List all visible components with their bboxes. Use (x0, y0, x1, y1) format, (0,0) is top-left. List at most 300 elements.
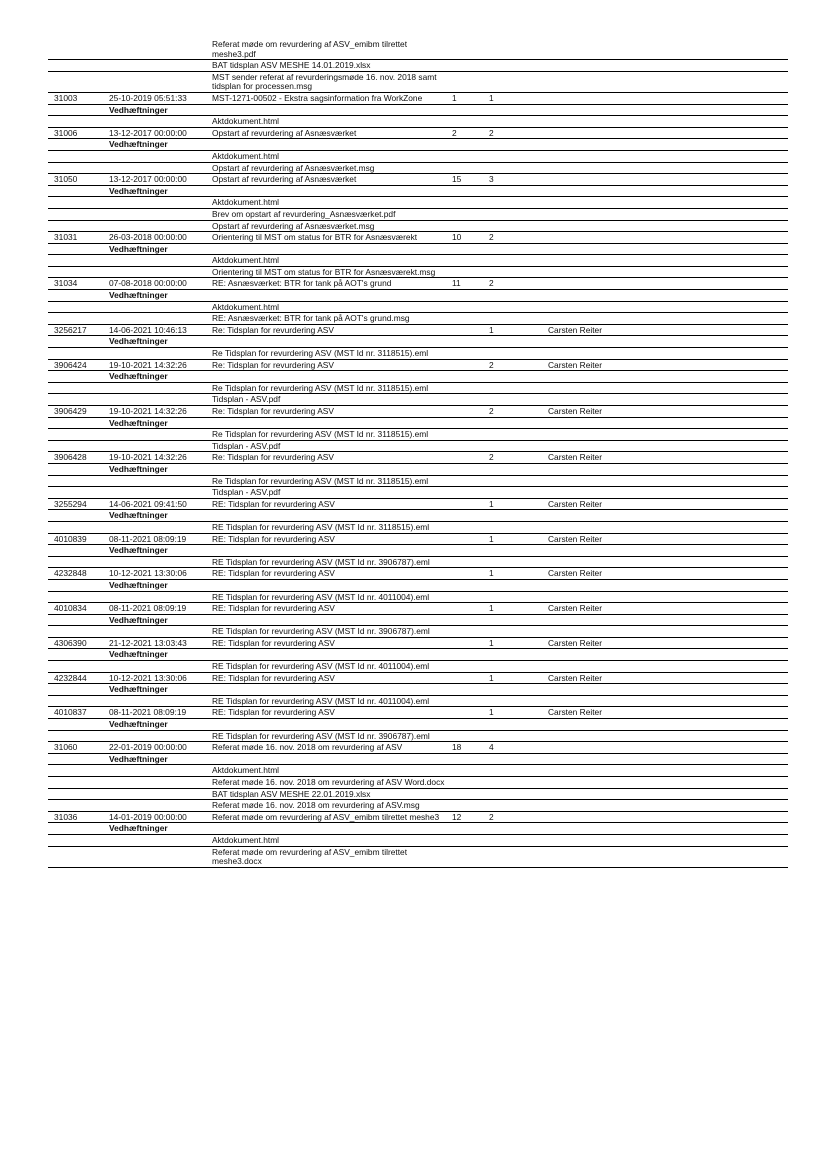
cell-empty (48, 198, 108, 208)
cell-empty (212, 419, 452, 429)
cell-who: Carsten Reiter (548, 499, 602, 509)
cell-id: 3906424 (54, 360, 87, 370)
cell-title: RE: Tidsplan for revurdering ASV (212, 604, 335, 614)
cell-empty (48, 314, 108, 324)
cell-date: 19-10-2021 14:32:26 (109, 407, 187, 416)
cell-empty (212, 755, 452, 765)
attachment-row (48, 765, 788, 777)
cell-empty (548, 848, 788, 867)
cell-empty (48, 349, 108, 359)
cell-empty (548, 662, 788, 672)
cell-date: 26-03-2018 00:00:00 (109, 233, 187, 243)
cell-title: RE Tidsplan for revurdering ASV (MST Id nr. 3118515).eml (212, 522, 430, 532)
cell-empty (452, 419, 489, 429)
attachments-label: Vedhæftninger (109, 580, 168, 590)
cell-n1 (452, 361, 489, 371)
cell-empty (548, 73, 788, 92)
cell-empty (489, 106, 548, 116)
cell-empty (548, 337, 788, 347)
cell-n2: 1 (489, 325, 494, 335)
attachments-header-row (48, 139, 788, 151)
cell-empty (452, 117, 489, 127)
cell-empty (48, 442, 108, 452)
cell-n2: 2 (489, 279, 494, 289)
cell-empty (108, 303, 212, 313)
cell-empty (48, 303, 108, 313)
attachment-row (48, 487, 788, 499)
cell-empty (48, 337, 108, 347)
cell-empty (489, 187, 548, 197)
cell-empty (452, 337, 489, 347)
cell-empty (489, 303, 548, 313)
cell-empty (489, 848, 548, 867)
cell-empty (548, 732, 788, 742)
cell-title: MST-1271-00502 - Ekstra sagsinformation fra WorkZone (212, 93, 423, 103)
cell-title: Aktdokument.html (212, 256, 280, 266)
cell-empty (452, 523, 489, 533)
cell-empty (489, 627, 548, 637)
cell-n1: 12 (452, 812, 462, 822)
cell-date: 19-10-2021 14:32:26 (109, 453, 187, 463)
cell-title: Opstart af revurdering af Asnæsværket (212, 128, 357, 138)
cell-empty (108, 61, 212, 71)
attachment-row (48, 476, 788, 488)
cell-id: 3906428 (54, 453, 87, 463)
cell-title: RE: Asnæsværket: BTR for tank på AOT's grund (212, 279, 392, 289)
cell-empty (48, 662, 108, 672)
cell-empty (548, 778, 788, 788)
cell-empty (108, 766, 212, 776)
cell-n1 (452, 639, 489, 649)
attachments-header-row (48, 510, 788, 522)
cell-n2: 2 (489, 233, 494, 243)
cell-empty (548, 268, 788, 278)
cell-empty (452, 627, 489, 637)
cell-id: 31034 (54, 279, 78, 289)
cell-empty (48, 152, 108, 162)
cell-empty (108, 268, 212, 278)
cell-empty (452, 61, 489, 71)
cell-who: Carsten Reiter (548, 407, 602, 416)
attachments-label: Vedhæftninger (109, 418, 168, 428)
cell-empty (489, 477, 548, 487)
cell-empty (452, 222, 489, 232)
cell-title: BAT tidsplan ASV MESHE 22.01.2019.xlsx (212, 789, 371, 799)
cell-date: 10-12-2021 13:30:06 (109, 569, 187, 579)
attachments-header-row (48, 754, 788, 766)
cell-who (548, 94, 788, 104)
cell-empty (548, 106, 788, 116)
cell-empty (452, 581, 489, 591)
cell-empty (489, 766, 548, 776)
cell-empty (548, 164, 788, 174)
cell-empty (489, 593, 548, 603)
cell-empty (548, 395, 788, 405)
cell-id: 4232848 (54, 569, 87, 579)
cell-empty (452, 836, 489, 846)
attachment-row (48, 789, 788, 801)
attachment-row (48, 72, 788, 93)
attachment-row (48, 60, 788, 72)
cell-empty (489, 419, 548, 429)
cell-n2: 1 (489, 708, 494, 718)
cell-title: RE Tidsplan for revurdering ASV (MST Id nr. 4011004).eml (212, 592, 430, 602)
cell-empty (452, 488, 489, 498)
cell-empty (212, 291, 452, 301)
cell-n1: 2 (452, 128, 457, 138)
cell-date: 07-08-2018 00:00:00 (109, 279, 187, 289)
cell-empty (548, 291, 788, 301)
cell-title: Opstart af revurdering af Asnæsværket.msg (212, 221, 375, 231)
cell-empty (108, 384, 212, 394)
attachment-row (48, 313, 788, 325)
cell-empty (452, 372, 489, 382)
cell-empty (548, 61, 788, 71)
cell-empty (452, 106, 489, 116)
cell-title: Aktdokument.html (212, 117, 280, 127)
cell-empty (489, 616, 548, 626)
cell-title: Orientering til MST om status for BTR for Asnæsværekt (212, 233, 418, 243)
document-row (48, 707, 788, 719)
cell-id: 4232844 (54, 673, 87, 683)
cell-id: 31060 (54, 743, 78, 753)
cell-empty (489, 61, 548, 71)
attachment-row (48, 661, 788, 673)
attachment-row (48, 255, 788, 267)
cell-who: Carsten Reiter (548, 604, 602, 614)
cell-title: BAT tidsplan ASV MESHE 14.01.2019.xlsx (212, 61, 371, 71)
document-row (48, 603, 788, 615)
cell-n2: 2 (489, 407, 494, 416)
cell-empty (108, 349, 212, 359)
attachment-row (48, 800, 788, 812)
cell-empty (452, 245, 489, 255)
cell-empty (452, 442, 489, 452)
cell-n2: 1 (489, 673, 494, 683)
cell-empty (548, 256, 788, 266)
cell-empty (489, 384, 548, 394)
cell-empty (48, 61, 108, 71)
cell-empty (48, 372, 108, 382)
cell-empty (452, 778, 489, 788)
cell-empty (489, 117, 548, 127)
cell-title: Aktdokument.html (212, 151, 280, 161)
cell-empty (548, 477, 788, 487)
cell-empty (48, 73, 108, 92)
attachments-label: Vedhæftninger (109, 140, 168, 150)
cell-date: 25-10-2019 05:51:33 (109, 93, 187, 103)
cell-empty (108, 662, 212, 672)
cell-who (548, 813, 788, 823)
cell-empty (452, 164, 489, 174)
cell-empty (548, 198, 788, 208)
cell-empty (452, 732, 489, 742)
cell-empty (489, 465, 548, 475)
cell-empty (489, 732, 548, 742)
cell-title: Referat møde 16. nov. 2018 om revurdering af ASV.msg (212, 801, 420, 811)
cell-title: Referat møde 16. nov. 2018 om revurdering af ASV Word.docx (212, 778, 445, 787)
cell-who: Carsten Reiter (548, 708, 602, 718)
cell-empty (48, 40, 108, 59)
cell-empty (548, 384, 788, 394)
cell-empty (108, 210, 212, 220)
cell-title: RE: Tidsplan for revurdering ASV (212, 638, 335, 648)
cell-title: Aktdokument.html (212, 302, 280, 312)
cell-empty (48, 627, 108, 637)
cell-id: 3255294 (54, 499, 87, 509)
cell-title: Re Tidsplan for revurdering ASV (MST Id nr. 3118515).eml (212, 476, 429, 486)
cell-empty (548, 581, 788, 591)
attachment-row (48, 847, 788, 868)
cell-empty (452, 824, 489, 834)
cell-date: 21-12-2021 13:03:43 (109, 638, 187, 648)
cell-empty (48, 268, 108, 278)
attachments-label: Vedhæftninger (109, 464, 168, 474)
cell-empty (548, 801, 788, 811)
cell-empty (452, 384, 489, 394)
cell-empty (489, 836, 548, 846)
cell-empty (452, 755, 489, 765)
document-row (48, 452, 788, 464)
attachment-row (48, 777, 788, 789)
cell-empty (489, 720, 548, 730)
cell-n2: 2 (489, 453, 494, 463)
cell-title: Referat møde 16. nov. 2018 om revurdering af ASV (212, 743, 403, 753)
attachment-row (48, 39, 788, 60)
attachment-row (48, 116, 788, 128)
cell-empty (548, 558, 788, 568)
cell-empty (548, 442, 788, 452)
cell-empty (489, 291, 548, 301)
cell-n1: 18 (452, 743, 462, 753)
cell-empty (48, 465, 108, 475)
attachment-row (48, 522, 788, 534)
attachments-label: Vedhæftninger (109, 372, 168, 382)
cell-empty (548, 465, 788, 475)
cell-empty (548, 210, 788, 220)
cell-empty (48, 790, 108, 800)
cell-empty (548, 187, 788, 197)
cell-who: Carsten Reiter (548, 453, 602, 463)
cell-id: 31031 (54, 233, 78, 243)
cell-empty (108, 222, 212, 232)
cell-empty (548, 523, 788, 533)
cell-empty (212, 245, 452, 255)
cell-n1 (452, 407, 489, 417)
cell-empty (548, 222, 788, 232)
cell-who: Carsten Reiter (548, 569, 602, 579)
document-row (48, 93, 788, 105)
cell-title: RE: Tidsplan for revurdering ASV (212, 499, 335, 509)
attachments-header-row (48, 684, 788, 696)
cell-empty (489, 40, 548, 59)
document-row (48, 568, 788, 580)
cell-n1 (452, 453, 489, 463)
attachments-label: Vedhæftninger (109, 650, 168, 660)
cell-empty (108, 558, 212, 568)
cell-n2: 1 (489, 499, 494, 509)
cell-empty (452, 616, 489, 626)
cell-title: RE: Asnæsværket: BTR for tank på AOT's grund.msg (212, 314, 410, 324)
attachment-row (48, 626, 788, 638)
attachments-header-row (48, 371, 788, 383)
attachments-header-row (48, 336, 788, 348)
cell-empty (452, 140, 489, 150)
cell-empty (48, 245, 108, 255)
cell-empty (489, 824, 548, 834)
cell-empty (48, 766, 108, 776)
cell-date: 10-12-2021 13:30:06 (109, 673, 187, 683)
attachment-row (48, 394, 788, 406)
attachments-header-row (48, 615, 788, 627)
cell-date: 22-01-2019 00:00:00 (109, 743, 187, 753)
cell-empty (489, 314, 548, 324)
cell-empty (548, 245, 788, 255)
cell-empty (452, 511, 489, 521)
attachments-header-row (48, 580, 788, 592)
cell-empty (48, 650, 108, 660)
cell-title: Re: Tidsplan for revurdering ASV (212, 407, 334, 416)
cell-title: Tidsplan - ASV.pdf (212, 441, 281, 451)
cell-title: Tidsplan - ASV.pdf (212, 488, 281, 498)
cell-empty (548, 616, 788, 626)
attachments-label: Vedhæftninger (109, 244, 168, 254)
document-row (48, 325, 788, 337)
cell-empty (48, 140, 108, 150)
attachments-label: Vedhæftninger (109, 754, 168, 764)
cell-date: 08-11-2021 08:09:19 (109, 708, 187, 718)
cell-empty (548, 546, 788, 556)
cell-empty (452, 766, 489, 776)
cell-empty (489, 558, 548, 568)
cell-title: Opstart af revurdering af Asnæsværket.msg (212, 163, 375, 173)
cell-n1 (452, 569, 489, 579)
cell-empty (489, 349, 548, 359)
cell-empty (48, 511, 108, 521)
cell-empty (108, 314, 212, 324)
attachments-label: Vedhæftninger (109, 685, 168, 695)
cell-title: RE: Tidsplan for revurdering ASV (212, 673, 335, 683)
attachments-header-row (48, 545, 788, 557)
cell-empty (548, 720, 788, 730)
cell-empty (48, 477, 108, 487)
cell-empty (452, 558, 489, 568)
cell-title: Opstart af revurdering af Asnæsværket (212, 175, 357, 185)
cell-n2: 2 (489, 812, 494, 822)
cell-empty (489, 164, 548, 174)
cell-empty (452, 662, 489, 672)
cell-empty (489, 778, 548, 788)
attachments-header-row (48, 823, 788, 835)
document-row (48, 812, 788, 824)
cell-empty (489, 488, 548, 498)
cell-title: Brev om opstart af revurdering_Asnæsværket.pdf (212, 209, 396, 219)
cell-empty (452, 210, 489, 220)
cell-empty (108, 732, 212, 742)
cell-n2: 3 (489, 175, 494, 185)
attachments-label: Vedhæftninger (109, 546, 168, 556)
cell-title: Orientering til MST om status for BTR for Asnæsværekt.msg (212, 267, 436, 277)
cell-empty (108, 117, 212, 127)
attachments-header-row (48, 290, 788, 302)
cell-empty (108, 593, 212, 603)
attachment-row (48, 151, 788, 163)
cell-title: RE: Tidsplan for revurdering ASV (212, 708, 335, 718)
cell-title: RE Tidsplan for revurdering ASV (MST Id nr. 4011004).eml (212, 696, 430, 706)
cell-empty (212, 187, 452, 197)
cell-empty (452, 848, 489, 867)
cell-empty (452, 477, 489, 487)
document-row (48, 128, 788, 140)
cell-title: Tidsplan - ASV.pdf (212, 395, 281, 405)
cell-empty (452, 465, 489, 475)
attachment-row (48, 696, 788, 708)
cell-empty (212, 685, 452, 695)
cell-empty (48, 732, 108, 742)
cell-empty (48, 291, 108, 301)
cell-empty (48, 755, 108, 765)
cell-who (548, 129, 788, 139)
cell-n2: 1 (489, 604, 494, 614)
cell-date: 13-12-2017 00:00:00 (109, 128, 187, 138)
cell-empty (48, 720, 108, 730)
cell-empty (48, 430, 108, 440)
attachment-row (48, 163, 788, 175)
cell-who: Carsten Reiter (548, 673, 602, 683)
cell-empty (48, 824, 108, 834)
cell-date: 13-12-2017 00:00:00 (109, 175, 187, 185)
cell-who (548, 175, 788, 185)
cell-empty (452, 650, 489, 660)
cell-empty (548, 697, 788, 707)
cell-empty (212, 140, 452, 150)
cell-empty (548, 650, 788, 660)
cell-empty (489, 430, 548, 440)
cell-empty (48, 164, 108, 174)
cell-empty (108, 430, 212, 440)
attachments-label: Vedhæftninger (109, 291, 168, 301)
cell-empty (108, 801, 212, 811)
cell-empty (108, 488, 212, 498)
cell-empty (489, 511, 548, 521)
cell-title: Referat møde om revurdering af ASV_emibm tilrettet meshe3 (212, 812, 440, 822)
cell-empty (548, 627, 788, 637)
cell-empty (548, 117, 788, 127)
cell-title: Aktdokument.html (212, 835, 280, 845)
cell-empty (452, 291, 489, 301)
cell-empty (48, 222, 108, 232)
document-row (48, 742, 788, 754)
cell-empty (452, 152, 489, 162)
cell-title: RE Tidsplan for revurdering ASV (MST Id nr. 4011004).eml (212, 662, 430, 672)
cell-title: Aktdokument.html (212, 198, 280, 208)
cell-who: Carsten Reiter (548, 325, 602, 335)
cell-empty (489, 337, 548, 347)
cell-empty (489, 685, 548, 695)
document-row (48, 278, 788, 290)
cell-title: Re: Tidsplan for revurdering ASV (212, 325, 334, 335)
cell-empty (108, 40, 212, 59)
document-row (48, 534, 788, 546)
attachments-header-row (48, 649, 788, 661)
cell-empty (108, 152, 212, 162)
cell-n1 (452, 674, 489, 684)
cell-empty (48, 848, 108, 867)
cell-who: Carsten Reiter (548, 360, 602, 370)
cell-empty (108, 198, 212, 208)
cell-empty (548, 824, 788, 834)
attachments-header-row (48, 418, 788, 430)
